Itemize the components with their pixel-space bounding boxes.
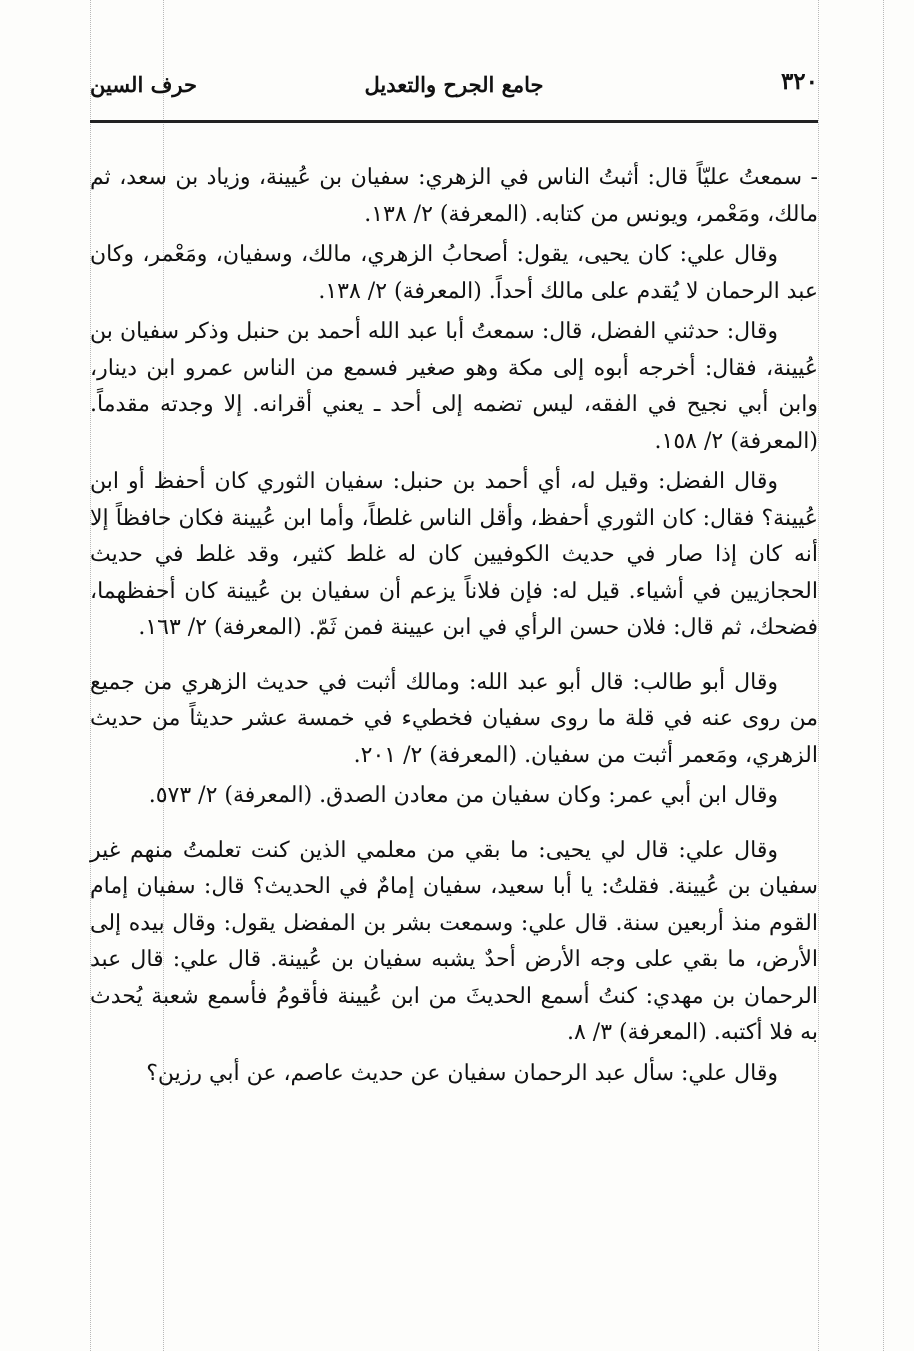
paragraph: وقال الفضل: وقيل له، أي أحمد بن حنبل: سفيان الثوري كان أحفظ أو ابن عُيينة؟ فقال: كان الثوري أحفظ، وأقل الناس غلطاً، وأما ابن عُيينة فكان حافظاً إلا أنه كان إذا صار في حديث الكوفيين كان له غلط كثير، وقد غلط في حديث الحجازيين في أشياء. قيل له: فإن فلاناً يزعم أن سفيان بن عُيينة كان أحفظهما، فضحك، ثم قال: فلان حسن الرأي في ابن عيينة فمن ثَمّ. (المعرفة) ٢/ ١٦٣. [90, 469, 818, 640]
header-rule [90, 120, 818, 123]
page-number: ٣٢٠ [780, 68, 818, 95]
paragraph: وقال: حدثني الفضل، قال: سمعتُ أبا عبد الله أحمد بن حنبل وذكر سفيان بن عُيينة، فقال: أخرجه أبوه إلى مكة وهو صغير فسمع من الناس عمرو ابن دينار، وابن أبي نجيح في الفقه، ليس تضمه إلى أحد ـ يعني أقرانه. إلا وجدته مقدماً. (المعرفة) ٢/ ١٥٨. [90, 319, 818, 454]
margin-guide [818, 0, 819, 1351]
main-text [90, 160, 818, 1096]
paragraph: وقال علي: كان يحيى، يقول: أصحابُ الزهري، مالك، وسفيان، ومَعْمر، وكان عبد الرحمان لا يُقدم على مالك أحداً. (المعرفة) ٢/ ١٣٨. [90, 242, 818, 304]
paragraph: وقال أبو طالب: قال أبو عبد الله: ومالك أثبت في حديث الزهري من جميع من روى عنه في قلة ما روى سفيان فخطيء في خمسة عشر حديثاً من حديث الزهري، ومَعمر أثبت من سفيان. (المعرفة) ٢/ ٢٠١. [90, 669, 818, 768]
book-title: جامع الجرح والتعديل [364, 72, 544, 97]
paragraph: - سمعتُ عليّاً قال: أثبتُ الناس في الزهري: سفيان بن عُيينة، وزياد بن سعد، ثم مالك، ومَعْمر، ويونس من كتابه. (المعرفة) ٢/ ١٣٨. [90, 165, 818, 227]
page-header [90, 64, 818, 110]
paragraph: وقال علي: قال لي يحيى: ما بقي من معلمي الذين كنت تعلمتُ منهم غير سفيان بن عُيينة. فقلتُ: يا أبا سعيد، سفيان إمامٌ في الحديث؟ قال: سفيان إمام القوم منذ أربعين سنة. قال علي: وسمعت بشر بن المفضل يقول: وقال بيده إلى الأرض، ما بقي على وجه الأرض أحدٌ يشبه سفيان بن عُيينة. قال علي: قال عبد الرحمان بن مهدي: كنتُ أسمع الحديثَ من ابن عُيينة فأقومُ فأسمع شعبة يُحدث به فلا أكتبه. (المعرفة) ٣/ ٨. [90, 837, 818, 1045]
margin-guide [883, 0, 884, 1351]
paragraph: وقال علي: سأل عبد الرحمان سفيان عن حديث عاصم، عن أبي رزين؟ [146, 1060, 778, 1086]
chapter-title: حرف السين [90, 72, 197, 97]
paragraph: وقال ابن أبي عمر: وكان سفيان من معادن الصدق. (المعرفة) ٢/ ٥٧٣. [148, 783, 778, 808]
